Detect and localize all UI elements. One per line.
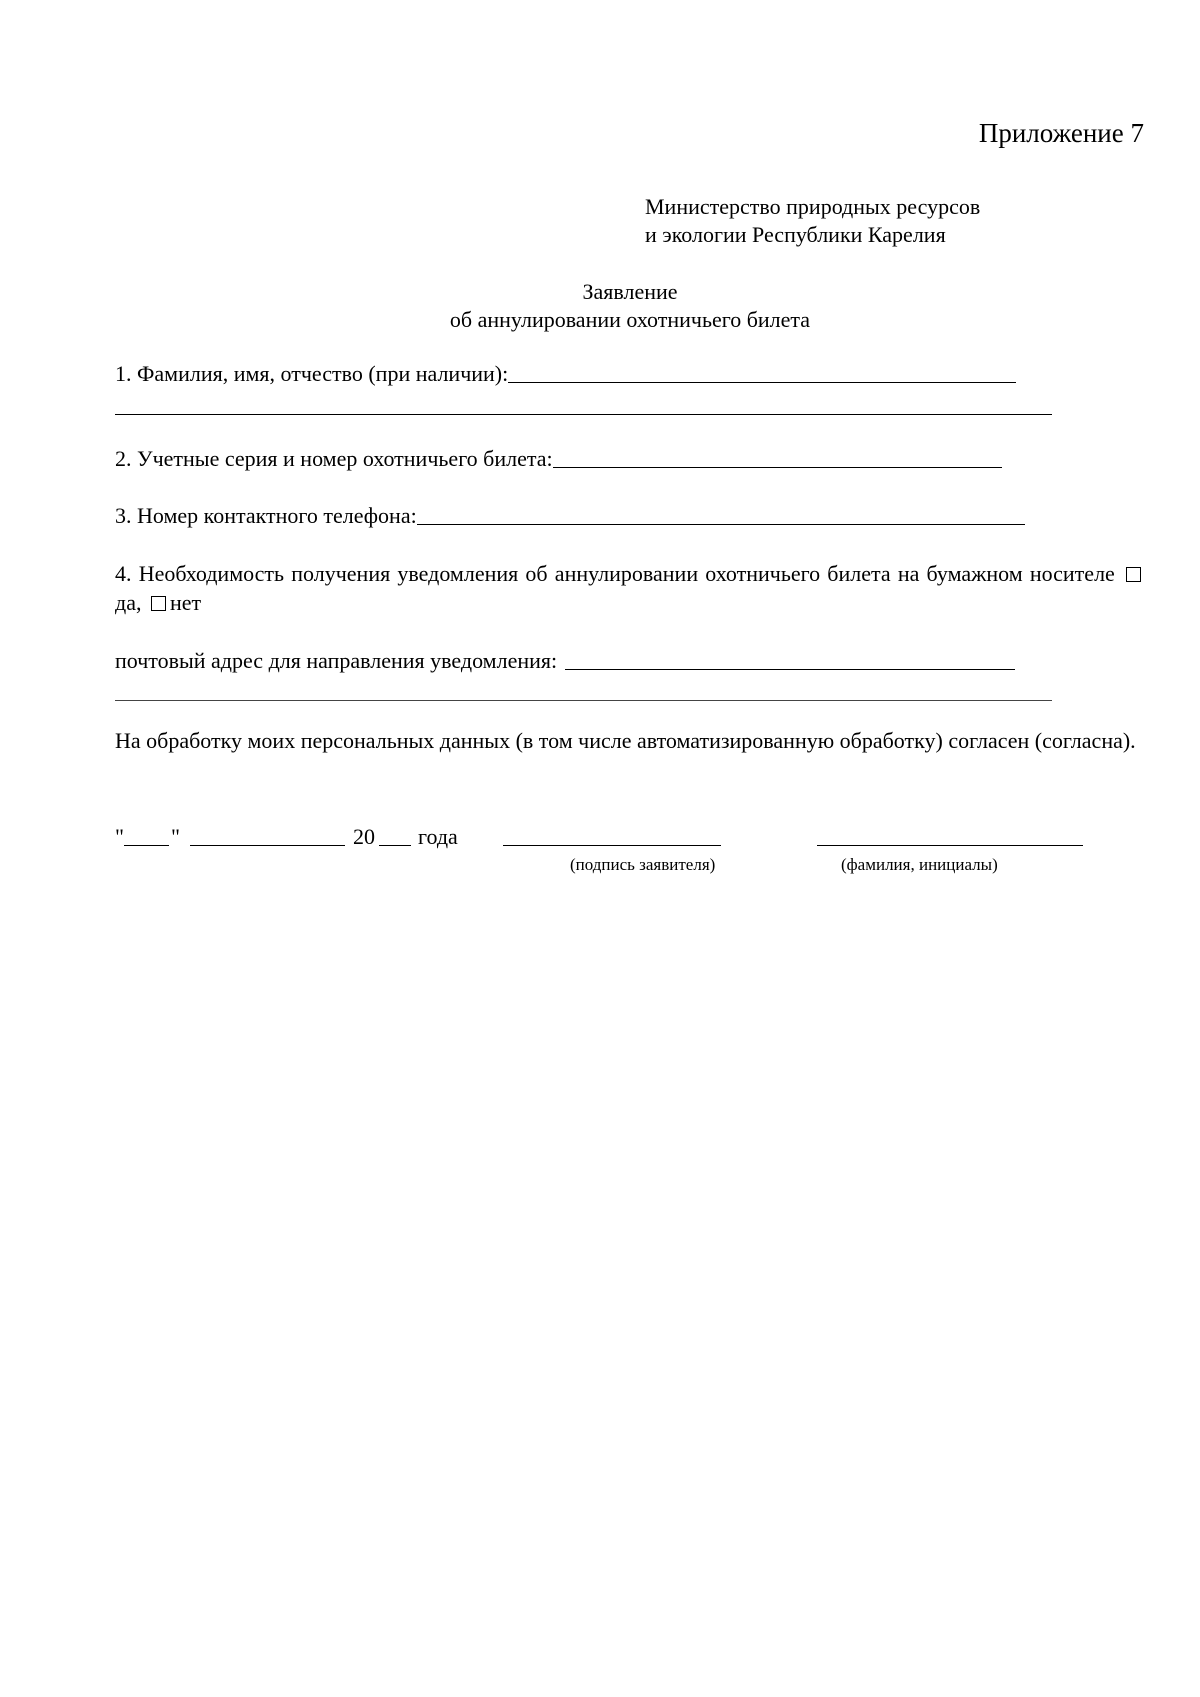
month-input-line[interactable] [190, 825, 345, 846]
signature-input-line[interactable] [503, 825, 721, 846]
title-line-2: об аннулировании охотничьего билета [449, 307, 811, 332]
option-no-label: нет [169, 590, 202, 615]
addressee-line-1: Министерство природных ресурсов [645, 194, 981, 219]
full-name-input-line-2[interactable] [115, 414, 1052, 415]
ticket-label: 2. Учетные серия и номер охотничьего билета: [115, 446, 553, 471]
ticket-input-line[interactable] [553, 447, 1002, 468]
full-name-field [115, 360, 1016, 388]
paper-notice-paragraph [115, 559, 1145, 617]
checkbox-yes[interactable] [1126, 567, 1141, 582]
quote-open: " [115, 824, 124, 849]
postal-address-input-line-2[interactable] [115, 700, 1052, 701]
option-yes-label: да, [115, 590, 142, 615]
year-suffix: года [418, 824, 458, 849]
year-input-line[interactable] [379, 825, 411, 846]
ticket-field [115, 445, 1002, 473]
signature-row [115, 823, 1115, 883]
checkbox-no[interactable] [151, 596, 166, 611]
day-input-line[interactable] [124, 825, 169, 846]
quote-close: " [171, 824, 180, 849]
paper-notice-text: 4. Необходимость получения уведомления об аннулировании охотничьего билета на бумажном носителе [115, 561, 1115, 586]
consent-paragraph: На обработку моих персональных данных (в том числе автоматизированную обработку) согласен (согласна). [115, 728, 1136, 753]
annex-number: Приложение 7 [978, 118, 1144, 148]
full-name-input-line[interactable] [508, 362, 1016, 383]
document-title [0, 278, 1200, 334]
phone-input-line[interactable] [417, 504, 1025, 525]
title-line-1: Заявление [582, 279, 678, 304]
full-name-label: 1. Фамилия, имя, отчество (при наличии): [115, 361, 509, 386]
phone-label: 3. Номер контактного телефона: [115, 503, 417, 528]
addressee-line-2: и экологии Республики Карелия [645, 222, 946, 247]
signature-caption: (подпись заявителя) [570, 855, 716, 874]
year-prefix: 20 [353, 824, 375, 849]
name-initials-caption: (фамилия, инициалы) [841, 855, 998, 874]
addressee-block [645, 193, 980, 249]
postal-address-field [115, 647, 1015, 675]
postal-address-input-line[interactable] [565, 649, 1015, 670]
phone-field [115, 502, 1025, 530]
postal-address-label: почтовый адрес для направления уведомления: [115, 648, 558, 673]
name-initials-input-line[interactable] [817, 825, 1083, 846]
